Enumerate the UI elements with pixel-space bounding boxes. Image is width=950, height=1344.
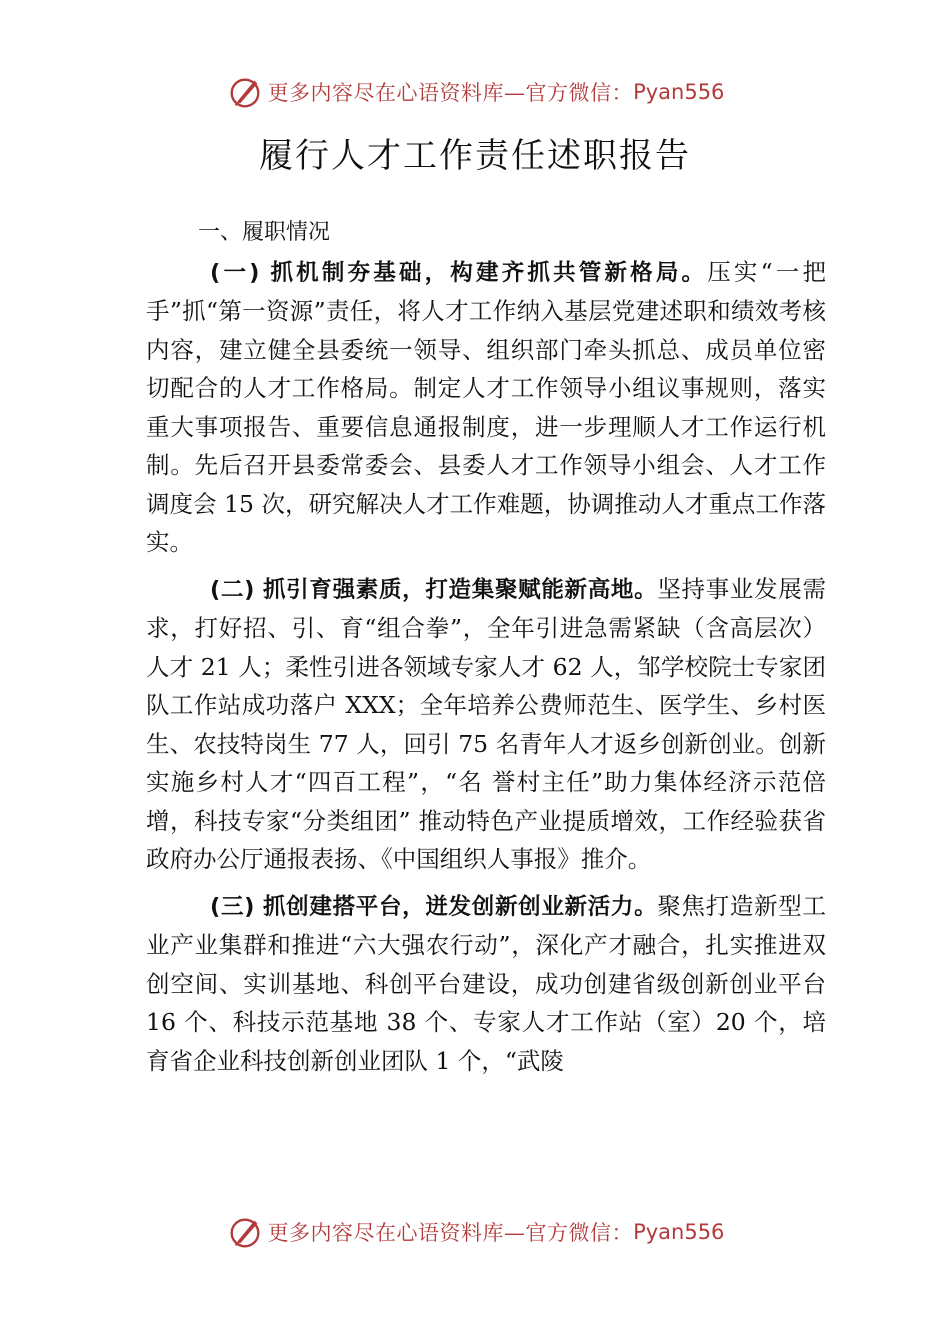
page-title: 履行人才工作责任述职报告 xyxy=(259,136,691,176)
header-banner xyxy=(0,70,950,114)
paragraph-body: 压实“一把手”抓“第一资源”责任，将人才工作纳入基层党建述职和绩效考核内容，建立健全县委统一领导、组织部门牵头抓总、成员单位密切配合的人才工作格局。制定人才工作领导小组议事规则，落实重大事项报告、重要信息通报制度，进一步理顺人才工作运行机制。先后召开县委常委会、县委人才工作领导小组会、人才工作调度会 15 次，研究解决人才工作难题，协调推动人才重点工作落实。 xyxy=(146,257,826,556)
paragraph-lead: (一) 抓机制夯基础，构建齐抓共管新格局。 xyxy=(210,259,708,286)
paragraph-body: 聚焦打造新型工业产业集群和推进“六大强农行动”，深化产才融合，扎实推进双创空间、实训基地、科创平台建设，成功创建省级创新创业平台 16 个、科技示范基地 38 个、专家人才工作站（室）20 个，培育省企业科技创新创业团队 1 个，“武陵 xyxy=(146,891,827,1075)
banner-wechat-id: Pyan556 xyxy=(633,1220,725,1244)
quill-logo-icon xyxy=(226,1213,264,1251)
quill-logo-icon xyxy=(226,73,264,111)
banner-text: 更多内容尽在心语资料库—官方微信： xyxy=(267,81,634,105)
document-body xyxy=(146,214,826,1088)
section-heading: 一、履职情况 xyxy=(198,220,331,245)
paragraph-2 xyxy=(146,570,826,879)
paragraph-body: 坚持事业发展需求，打好招、引、育“组合拳”，全年引进急需紧缺（含高层次）人才 21 人；柔性引进各领域专家人才 62 人，邹学校院士专家团队工作站成功落户 XXX；全年培养公费师范生、医学生、乡村医生、农技特岗生 77 人，回引 75 名青年人才返乡创新创业。创新实施乡村人才“四百工程”，“名 誉村主任”助力集体经济示范倍增，科技专家“分类组团” 推动特色产业提质增效，工作经验获省政府办公厅通报表扬、《中国组织人事报》推介。 xyxy=(146,574,827,873)
paragraph-lead: (三) 抓创建搭平台，迸发创新创业新活力。 xyxy=(210,893,658,920)
footer-banner xyxy=(0,1210,950,1254)
banner-text: 更多内容尽在心语资料库—官方微信： xyxy=(267,1221,634,1245)
paragraph-lead: (二) 抓引育强素质，打造集聚赋能新高地。 xyxy=(210,576,658,603)
paragraph-3 xyxy=(146,887,826,1081)
paragraph-1 xyxy=(146,253,826,562)
banner-wechat-id: Pyan556 xyxy=(633,80,725,104)
